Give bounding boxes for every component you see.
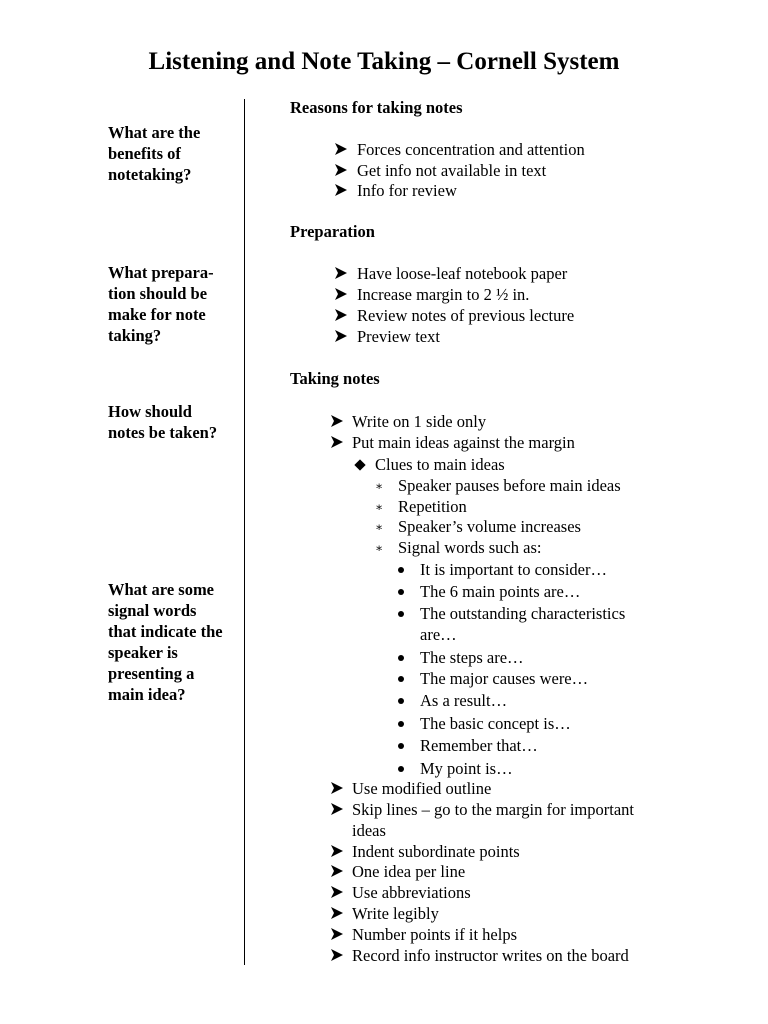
note-item: The major causes were… xyxy=(420,669,589,688)
cue-question-line: notes be taken? xyxy=(108,423,218,442)
note-item: Skip lines – go to the margin for important xyxy=(352,800,634,819)
note-item: The basic concept is… xyxy=(420,714,571,733)
dot-bullet-icon xyxy=(398,743,404,749)
note-item: Use modified outline xyxy=(352,779,492,798)
asterisk-bullet-icon: ∗ xyxy=(375,520,384,534)
arrowhead-bullet-icon xyxy=(331,907,343,919)
arrowhead-bullet-icon xyxy=(335,143,347,155)
arrowhead-bullet-icon xyxy=(331,949,343,961)
note-item: Remember that… xyxy=(420,736,538,755)
cue-question-line: How should xyxy=(108,402,192,421)
asterisk-bullet-icon: ∗ xyxy=(375,479,384,493)
cue-question-line: main idea? xyxy=(108,685,186,704)
note-item: Indent subordinate points xyxy=(352,842,520,861)
cue-question-line: taking? xyxy=(108,326,162,345)
arrowhead-bullet-icon xyxy=(331,928,343,940)
note-item: Review notes of previous lecture xyxy=(357,306,575,325)
cue-question-line: that indicate the xyxy=(108,622,223,641)
asterisk-bullet-icon: ∗ xyxy=(375,500,384,514)
dot-bullet-icon xyxy=(398,766,404,772)
note-item: Number points if it helps xyxy=(352,925,517,944)
dot-bullet-icon xyxy=(398,611,404,617)
note-item: Clues to main ideas xyxy=(375,455,505,474)
note-item: Speaker’s volume increases xyxy=(398,517,581,536)
note-item: Have loose-leaf notebook paper xyxy=(357,264,568,283)
arrowhead-bullet-icon xyxy=(335,330,347,342)
note-item: are… xyxy=(420,625,457,644)
cue-question-line: presenting a xyxy=(108,664,195,683)
dot-bullet-icon xyxy=(398,676,404,682)
note-item: Use abbreviations xyxy=(352,883,471,902)
note-item: Info for review xyxy=(357,181,457,200)
note-item: Write on 1 side only xyxy=(352,412,487,431)
cue-question-line: benefits of xyxy=(108,144,181,163)
cue-question-line: make for note xyxy=(108,305,206,324)
cornell-margin-line xyxy=(244,99,245,965)
note-item: Forces concentration and attention xyxy=(357,140,585,159)
dot-bullet-icon xyxy=(398,698,404,704)
cue-question-line: speaker is xyxy=(108,643,178,662)
arrowhead-bullet-icon xyxy=(335,184,347,196)
note-item: One idea per line xyxy=(352,862,466,881)
note-item: Signal words such as: xyxy=(398,538,542,557)
note-item: Record info instructor writes on the board xyxy=(352,946,629,965)
cue-question-line: What prepara- xyxy=(108,263,214,282)
document-title: Listening and Note Taking – Cornell System xyxy=(148,48,620,75)
note-item: Speaker pauses before main ideas xyxy=(398,476,621,495)
asterisk-bullet-icon: ∗ xyxy=(375,541,384,555)
section-heading-taking-notes: Taking notes xyxy=(290,369,380,388)
arrowhead-bullet-icon xyxy=(331,803,343,815)
arrowhead-bullet-icon xyxy=(335,267,347,279)
note-item: Preview text xyxy=(357,327,440,346)
cue-question-line: signal words xyxy=(108,601,197,620)
cue-question-line: notetaking? xyxy=(108,165,192,184)
cue-question-line: What are the xyxy=(108,123,201,142)
dot-bullet-icon xyxy=(398,655,404,661)
arrowhead-bullet-icon xyxy=(331,415,343,427)
note-item: The outstanding characteristics xyxy=(420,604,626,623)
arrowhead-bullet-icon xyxy=(331,782,343,794)
note-item: Increase margin to 2 ½ in. xyxy=(357,285,530,304)
note-item: Put main ideas against the margin xyxy=(352,433,575,452)
section-heading-preparation: Preparation xyxy=(290,222,375,241)
section-heading-reasons: Reasons for taking notes xyxy=(290,98,463,117)
note-item: It is important to consider… xyxy=(420,560,607,579)
dot-bullet-icon xyxy=(398,589,404,595)
cue-question-line: What are some xyxy=(108,580,215,599)
note-item: My point is… xyxy=(420,759,513,778)
arrowhead-bullet-icon xyxy=(331,886,343,898)
arrowhead-bullet-icon xyxy=(331,436,343,448)
note-item: ideas xyxy=(352,821,386,840)
cue-question-line: tion should be xyxy=(108,284,208,303)
dot-bullet-icon xyxy=(398,721,404,727)
arrowhead-bullet-icon xyxy=(335,164,347,176)
arrowhead-bullet-icon xyxy=(331,865,343,877)
note-item: The steps are… xyxy=(420,648,524,667)
arrowhead-bullet-icon xyxy=(331,845,343,857)
arrowhead-bullet-icon xyxy=(335,309,347,321)
note-item: Repetition xyxy=(398,497,467,516)
note-item: Get info not available in text xyxy=(357,161,547,180)
note-item: Write legibly xyxy=(352,904,439,923)
arrowhead-bullet-icon xyxy=(335,288,347,300)
note-item: As a result… xyxy=(420,691,508,710)
dot-bullet-icon xyxy=(398,567,404,573)
diamond-bullet-icon xyxy=(354,459,365,470)
note-item: The 6 main points are… xyxy=(420,582,581,601)
